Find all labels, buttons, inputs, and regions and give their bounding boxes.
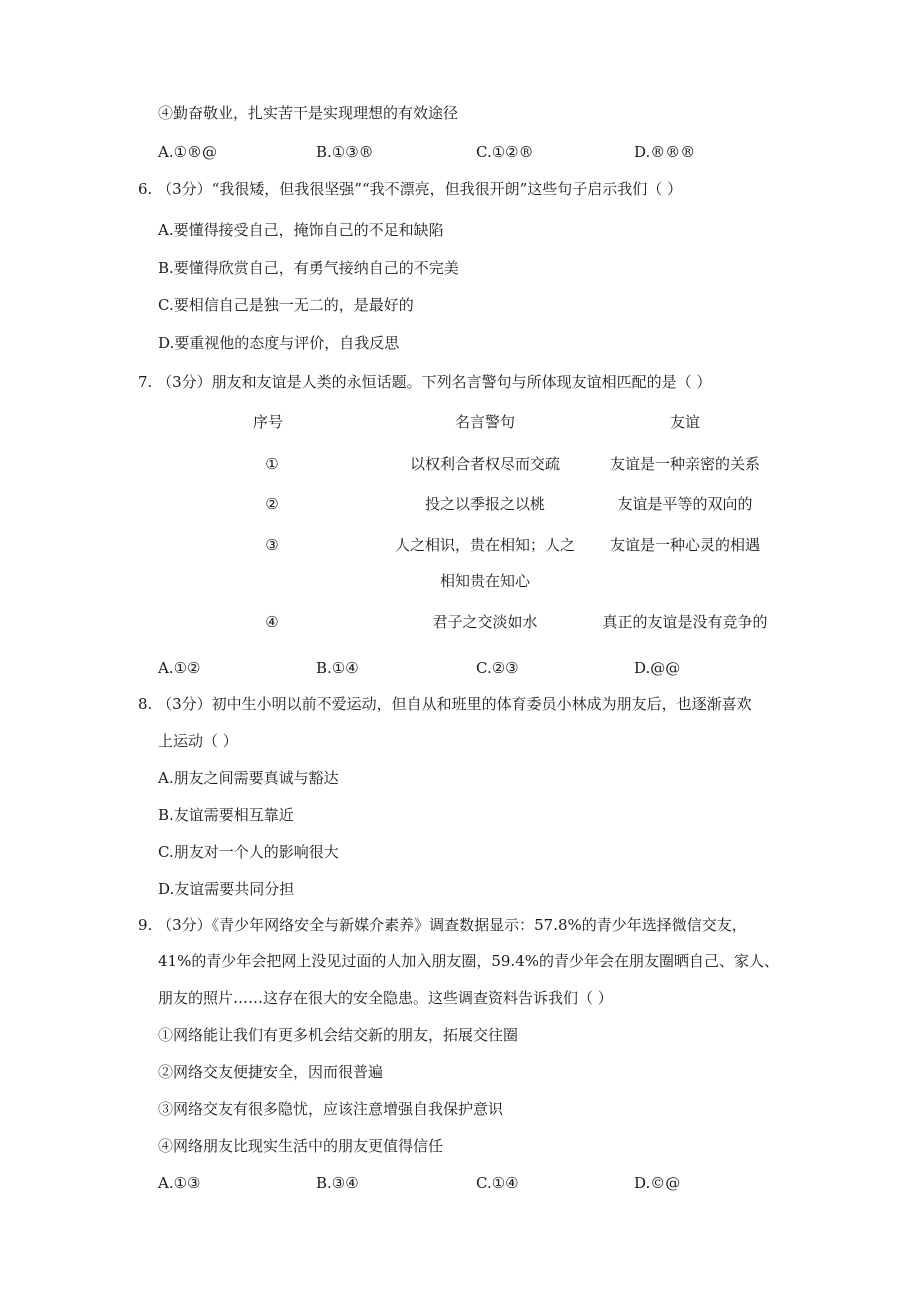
q7-option-d: D.@@ (634, 659, 681, 677)
q7-row1-friendship: 友谊是一种亲密的关系 (609, 455, 760, 473)
q5-option-b: B.①③® (316, 143, 374, 161)
q7-option-a: A.①② (158, 659, 201, 677)
q7-option-c: C.②③ (476, 659, 519, 677)
q8-option-c: C.朋友对一个人的影响很大 (158, 843, 339, 861)
q9-stem-line3: 朋友的照片……这存在很大的安全隐患。这些调查资料告诉我们（ ） (158, 989, 613, 1007)
q6-option-b: B.要懂得欣赏自己，有勇气接纳自己的不完美 (158, 259, 459, 277)
q8-stem-line1: 8. （3分）初中生小明以前不爱运动，但自从和班里的体育委员小林成为朋友后，也逐渐喜欢 (138, 695, 752, 713)
q5-option-d: D.®®® (634, 143, 696, 161)
q8-option-d: D.友谊需要共同分担 (158, 880, 295, 898)
q7-row1-no: ① (265, 455, 279, 473)
q7-stem: 7. （3分）朋友和友谊是人类的永恒话题。下列名言警句与所体现友谊相匹配的是（ ） (138, 373, 712, 391)
q9-option-b: B.③④ (316, 1174, 359, 1192)
q7-row4-quote: 君子之交淡如水 (432, 613, 538, 631)
q5-option-c: C.①②® (476, 143, 534, 161)
q7-row3-quote: 人之相识，贵在相知；人之 (394, 536, 575, 554)
q5-option-a: A.①®@ (158, 143, 218, 161)
q8-option-b: B.友谊需要相互靠近 (158, 806, 294, 824)
q9-item-3: ③网络交友有很多隐忧，应该注意增强自我保护意识 (158, 1100, 504, 1118)
q7-row2-no: ② (265, 495, 279, 513)
q9-item-1: ①网络能让我们有更多机会结交新的朋友，拓展交往圈 (158, 1026, 519, 1044)
q9-stem-line2: 41%的青少年会把网上没见过面的人加入朋友圈，59.4%的青少年会在朋友圈晒自己、家人、 (158, 952, 779, 970)
q7-row3-quote-cont: 相知贵在知心 (439, 572, 530, 590)
q7-header-quote: 名言警句 (454, 413, 515, 431)
q5-item-4: ④勤奋敬业，扎实苦干是实现理想的有效途径 (158, 104, 459, 122)
q7-row4-friendship: 真正的友谊是没有竞争的 (602, 613, 768, 631)
q6-option-a: A.要懂得接受自己，掩饰自己的不足和缺陷 (158, 221, 444, 239)
q7-row4-no: ④ (265, 613, 279, 631)
q9-option-d: D.©@ (634, 1174, 681, 1192)
q9-stem-line1: 9. （3分）《青少年网络安全与新媒介素养》调查数据显示：57.8%的青少年选择微信交友， (138, 916, 747, 934)
q8-option-a: A.朋友之间需要真诚与豁达 (158, 769, 339, 787)
q7-row1-quote: 以权利合者权尽而交疏 (409, 455, 560, 473)
q9-option-c: C.①④ (476, 1174, 519, 1192)
q8-stem-line2: 上运动（ ） (158, 732, 238, 750)
q7-row2-friendship: 友谊是平等的双向的 (617, 495, 753, 513)
q7-row3-friendship: 友谊是一种心灵的相遇 (609, 536, 760, 554)
q9-item-2: ②网络交友便捷安全，因而很普遍 (158, 1063, 384, 1081)
q7-header-friendship: 友谊 (669, 413, 700, 431)
q9-option-a: A.①③ (158, 1174, 201, 1192)
q6-option-c: C.要相信自己是独一无二的，是最好的 (158, 296, 414, 314)
q6-option-d: D.要重视他的态度与评价，自我反思 (158, 334, 400, 352)
q7-header-no: 序号 (252, 413, 283, 431)
q7-row2-quote: 投之以季报之以桃 (424, 495, 545, 513)
q7-row3-no: ③ (265, 536, 279, 554)
q7-option-b: B.①④ (316, 659, 359, 677)
q6-stem: 6. （3分）“我很矮，但我很坚强”“我不漂亮，但我很开朗”这些句子启示我们（ ） (138, 180, 683, 198)
q9-item-4: ④网络朋友比现实生活中的朋友更值得信任 (158, 1137, 444, 1155)
